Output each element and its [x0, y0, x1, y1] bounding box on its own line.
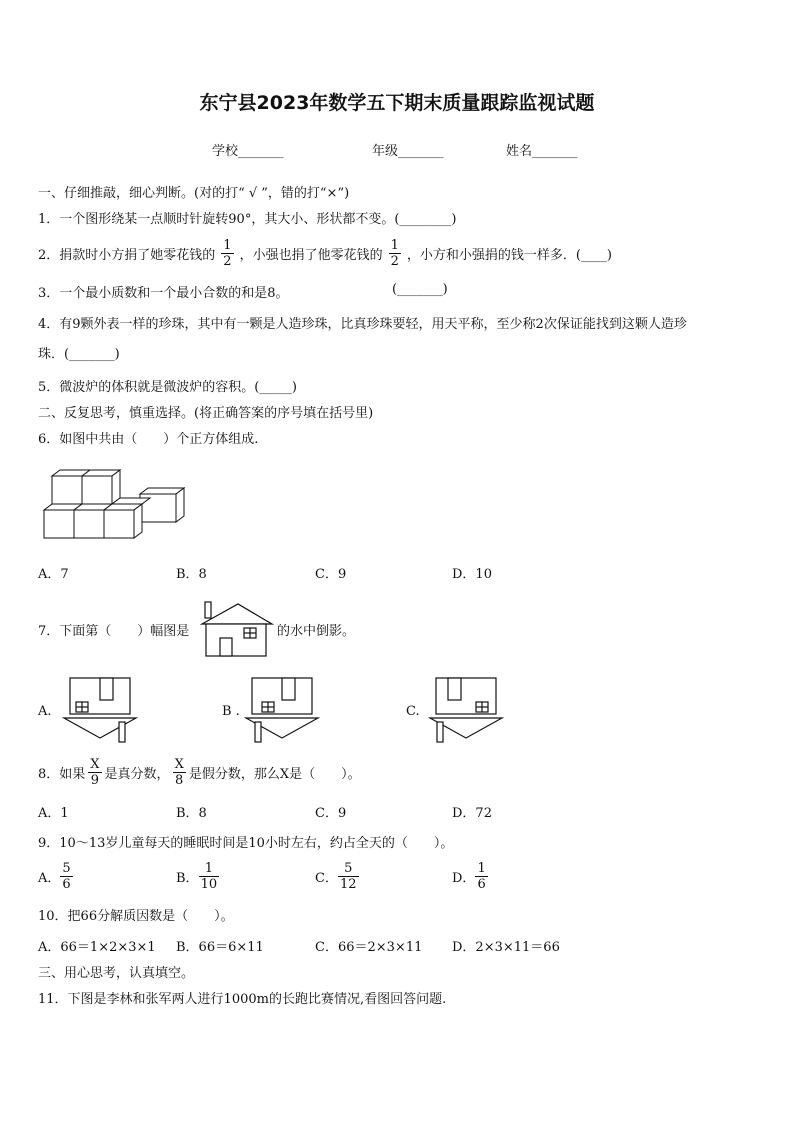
q8-frac1-num: X	[90, 756, 100, 772]
house-figure	[200, 600, 274, 658]
q9-option-b	[176, 858, 219, 894]
q8-option-d: D．72	[452, 806, 492, 821]
question-4-line2: 珠．(_______)	[38, 347, 120, 362]
q2-text-a: 2．捐款时小方捐了她零花钱的	[38, 247, 216, 263]
q9-a-den: 6	[62, 876, 71, 892]
section-1-heading: 一、仔细推敲，细心判断。(对的打“ √ ”，错的打“×”)	[38, 186, 350, 201]
q2-frac1-den: 2	[223, 253, 232, 269]
q10-option-d: D．2×3×11＝66	[452, 940, 560, 955]
q8-frac2-den: 8	[175, 772, 184, 788]
q9-option-c	[315, 858, 359, 894]
question-4-line1: 4．有9颗外表一样的珍珠，其中有一颗是人造珍珠，比真珍珠要轻，用天平称，至少称2次保证能找到这颗人造珍	[38, 317, 687, 332]
q7-option-c-label: C.	[406, 704, 420, 719]
question-9: 9．10～13岁儿童每天的睡眠时间是10小时左右，约占全天的（ ）。	[38, 836, 454, 851]
cube-stack-figure	[40, 466, 185, 542]
q2-frac2-den: 2	[390, 253, 399, 269]
q10-option-c: C．66＝2×3×11	[315, 940, 423, 955]
q7-option-a-label: A.	[38, 704, 52, 719]
name-field: 姓名_______	[506, 144, 578, 159]
question-6: 6．如图中共由（ ）个正方体组成.	[38, 432, 259, 447]
q7-option-a-reflection	[62, 676, 140, 746]
school-field: 学校_______	[212, 144, 284, 159]
q8-option-c: C．9	[315, 806, 347, 821]
q9-a-num: 5	[62, 860, 71, 876]
q9-option-b-label: B．	[176, 870, 199, 886]
q6-option-b: B．8	[176, 567, 207, 582]
page-title: 东宁县2023年数学五下期末质量跟踪监视试题	[199, 92, 595, 114]
question-1: 1．一个图形绕某一点顺时针旋转90°，其大小、形状都不变。(________)	[38, 212, 457, 227]
question-11: 11．下图是李林和张军两人进行1000m的长跑比赛情况,看图回答问题.	[38, 992, 447, 1007]
q6-option-a: A．7	[38, 567, 69, 582]
question-3: 3．一个最小质数和一个最小合数的和是8。	[38, 286, 289, 301]
q9-option-a-label: A．	[38, 870, 61, 886]
section-3-heading: 三、用心思考，认真填空。	[38, 966, 195, 981]
q9-option-d-fraction	[475, 861, 487, 892]
q9-d-num: 1	[477, 860, 486, 876]
q7-option-b-reflection	[244, 676, 322, 746]
q9-c-num: 5	[338, 861, 359, 877]
question-2	[38, 236, 612, 270]
q10-option-a: A．66＝1×2×3×1	[38, 940, 156, 955]
q7-option-c-reflection	[428, 676, 506, 746]
q9-option-b-fraction	[199, 861, 220, 892]
q9-option-c-fraction	[338, 861, 359, 892]
q9-b-den: 10	[200, 876, 218, 892]
question-7-text-a: 7．下面第（ ）幅图是	[38, 624, 190, 639]
q9-d-den: 6	[477, 876, 486, 892]
q8-option-b: B．8	[176, 806, 207, 821]
question-5: 5．微波炉的体积就是微波炉的容积。(_____)	[38, 380, 297, 395]
q2-text-b: ，小强也捐了他零花钱的	[239, 247, 383, 263]
q8-fraction-2	[173, 757, 186, 788]
q2-frac1-num: 1	[223, 237, 232, 253]
q10-option-b: B．66＝6×11	[176, 940, 264, 955]
q8-text-c: 是假分数，那么X是（ ）。	[188, 766, 361, 782]
question-8	[38, 754, 361, 790]
section-2-heading: 二、反复思考，慎重选择。(将正确答案的序号填在括号里)	[38, 406, 374, 421]
q2-fraction-2	[389, 238, 401, 269]
grade-field: 年级_______	[372, 144, 444, 159]
q6-option-d: D．10	[452, 567, 492, 582]
q6-option-c: C．9	[315, 567, 347, 582]
q9-option-c-label: C．	[315, 870, 338, 886]
question-7-text-b: 的水中倒影。	[277, 624, 356, 639]
q7-option-b-label: B .	[222, 704, 240, 719]
q8-fraction-1	[88, 757, 101, 788]
q9-option-d-label: D．	[452, 870, 476, 886]
q2-frac2-num: 1	[390, 237, 399, 253]
q8-frac1-den: 9	[90, 772, 100, 788]
q9-option-d	[452, 858, 488, 894]
q8-frac2-num: X	[174, 756, 184, 772]
q8-text-a: 8．如果	[38, 766, 86, 782]
q9-c-den: 12	[339, 876, 357, 892]
q9-option-a-fraction	[60, 861, 72, 892]
q9-option-a	[38, 858, 73, 894]
q2-text-c: ，小方和小强捐的钱一样多．(____)	[406, 247, 613, 263]
q8-option-a: A．1	[38, 806, 69, 821]
q8-text-b: 是真分数，	[104, 766, 170, 782]
q2-fraction-1	[221, 238, 233, 269]
question-3-blank: (_______)	[392, 282, 448, 297]
q9-b-num: 1	[199, 861, 220, 877]
question-10: 10．把66分解质因数是（ ）。	[38, 909, 234, 924]
